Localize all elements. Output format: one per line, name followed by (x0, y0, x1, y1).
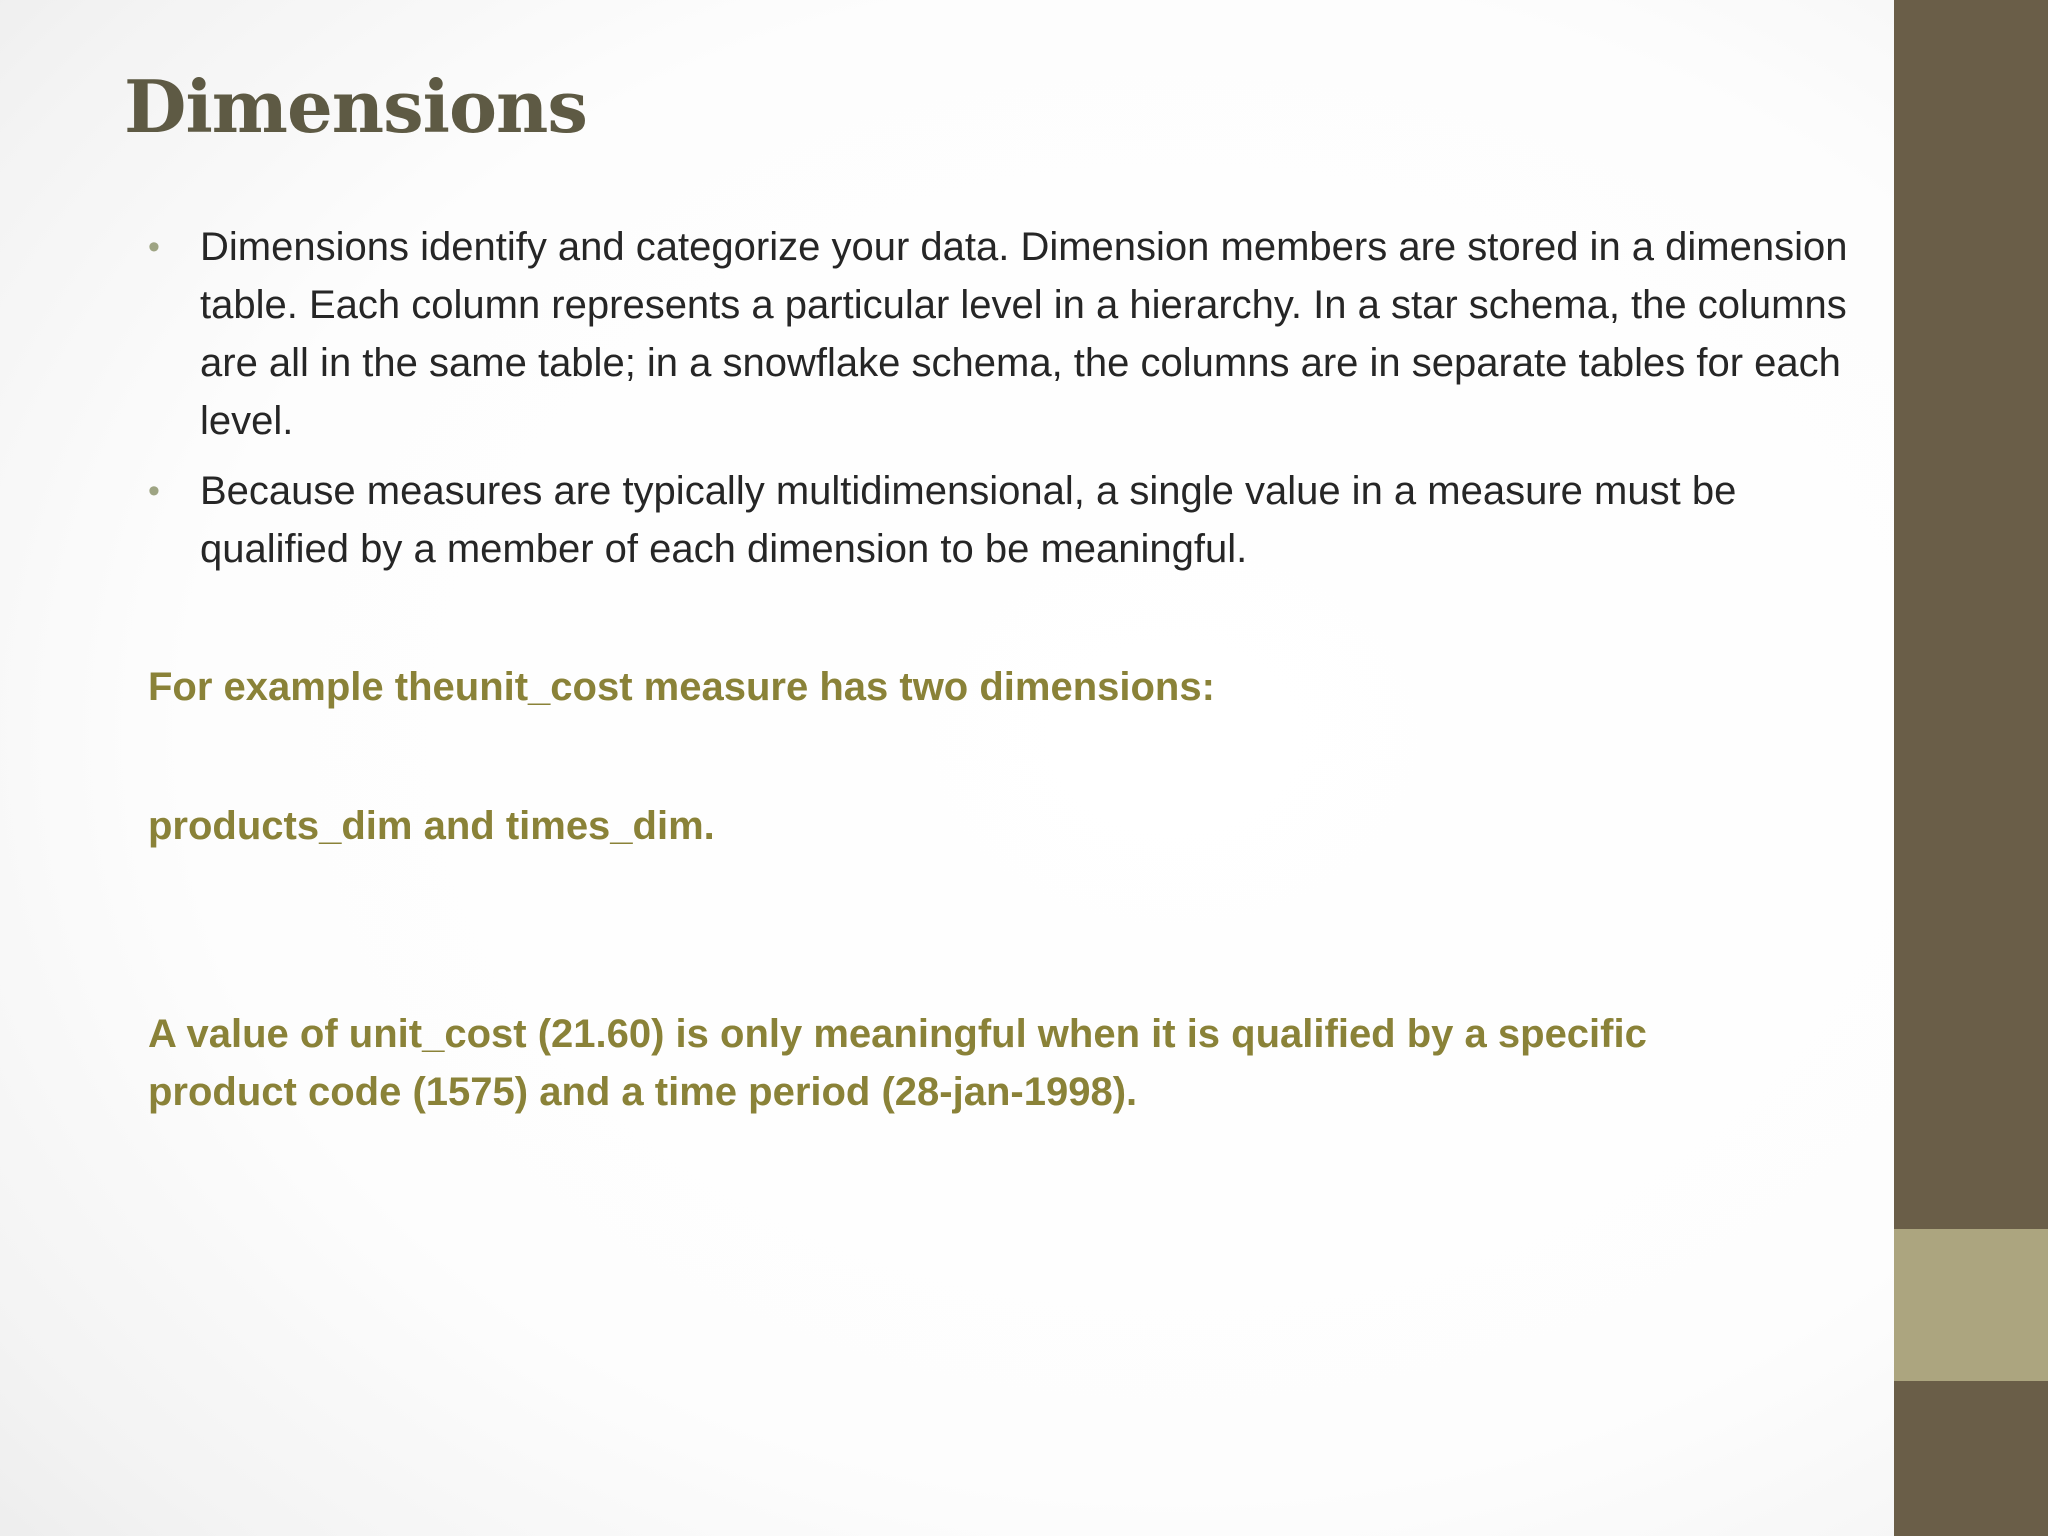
example-dimensions: products_dim and times_dim. (148, 804, 715, 848)
example-detail: A value of unit_cost (21.60) is only meaningful when it is qualified by a specific product code (1575) and a time period (28-jan-1998). (148, 1012, 1647, 1114)
bullet-text: Because measures are typically multidimensional, a single value in a measure must be qualified by a member of each dimension to be meaningful. (200, 469, 1737, 571)
bullet-item (148, 462, 1848, 578)
example-intro: For example theunit_cost measure has two dimensions: (148, 665, 1215, 709)
side-accent-block (1894, 1229, 2048, 1381)
bullet-item (148, 218, 1848, 450)
bullet-dot-icon: • (148, 228, 160, 266)
bullet-list (148, 218, 1848, 590)
bullet-dot-icon: • (148, 472, 160, 510)
slide-title: Dimensions (124, 64, 587, 149)
bullet-text: Dimensions identify and categorize your data. Dimension members are stored in a dimension table. Each column represents a particular level in a hierarchy. In a star schema, the columns are all in the same table; in a snowflake schema, the columns are in separate tables for each level. (200, 225, 1848, 443)
